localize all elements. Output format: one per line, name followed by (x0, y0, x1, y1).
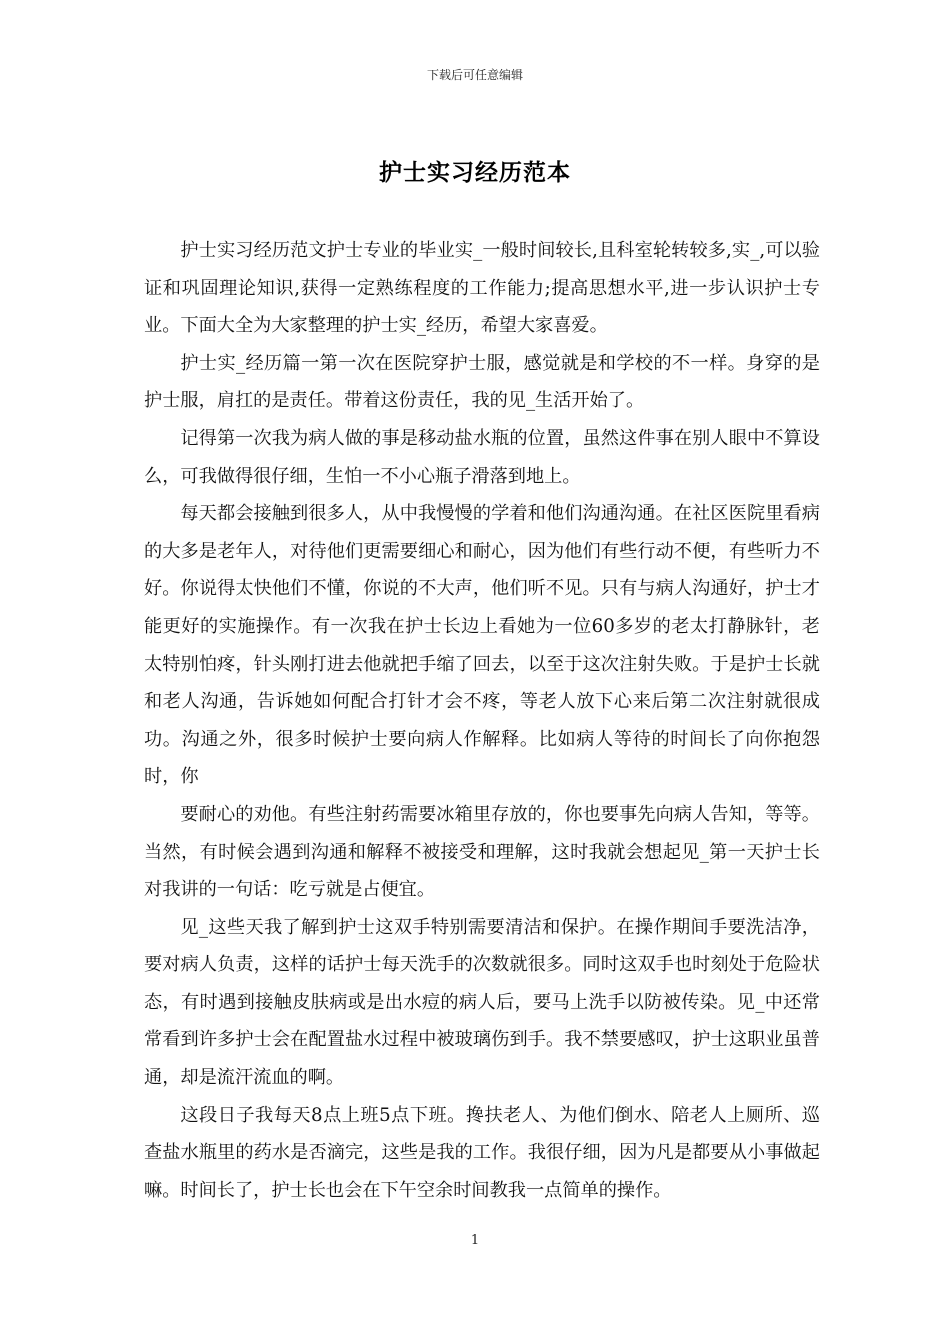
header-note: 下载后可任意编辑 (426, 68, 523, 82)
page-number: 1 (470, 1233, 480, 1248)
paragraph: 每天都会接触到很多人，从中我慢慢的学着和他们沟通沟通。在社区医院里看病的大多是老年人，对待他们更需要细心和耐心，因为他们有些行动不便，有些听力不好。你说得太快他们不懂，你说的不大声，他们听不见。只有与病人沟通好，护士才能更好的实施操作。有一次我在护士长边上看她为一位60多岁的老太打静脉针，老太特别怕疼，针头刚打进去他就把手缩了回去，以至于这次注射失败。于是护士长就和老人沟通，告诉她如何配合打针才会不疼，等老人放下心来后第二次注射就很成功。沟通之外，很多时候护士要向病人作解释。比如病人等待的时间长了向你抱怨时，你 (144, 503, 820, 788)
paragraph: 记得第一次我为病人做的事是移动盐水瓶的位置，虽然这件事在别人眼中不算设么，可我做得很仔细，生怕一不小心瓶子滑落到地上。 (144, 427, 820, 487)
document-title: 护士实习经历范本 (379, 160, 571, 186)
document-body (144, 232, 820, 1209)
paragraph: 要耐心的劝他。有些注射药需要冰箱里存放的，你也要事先向病人告知，等等。当然，有时候会遇到沟通和解释不被接受和理解，这时我就会想起见_第一天护士长对我讲的一句话：吃亏就是占便宜。 (144, 803, 820, 901)
paragraph: 护士实_经历篇一第一次在医院穿护士服，感觉就是和学校的不一样。身穿的是护士服，肩扛的是责任。带着这份责任，我的见_生活开始了。 (144, 352, 820, 412)
paragraph: 见_这些天我了解到护士这双手特别需要清洁和保护。在操作期间手要洗洁净，要对病人负责，这样的话护士每天洗手的次数就很多。同时这双手也时刻处于危险状态，有时遇到接触皮肤病或是出水痘的病人后，要马上洗手以防被传染。见_中还常常看到许多护士会在配置盐水过程中被玻璃伤到手。我不禁要感叹，护士这职业虽普通，却是流汗流血的啊。 (144, 916, 820, 1089)
paragraph: 护士实习经历范文护士专业的毕业实_一般时间较长,且科室轮转较多,实_,可以验证和巩固理论知识,获得一定熟练程度的工作能力;提高思想水平,进一步认识护士专业。下面大全为大家整理的护士实_经历，希望大家喜爱。 (144, 240, 820, 337)
paragraph: 这段日子我每天8点上班5点下班。搀扶老人、为他们倒水、陪老人上厕所、巡查盐水瓶里的药水是否滴完，这些是我的工作。我很仔细，因为凡是都要从小事做起嘛。时间长了，护士长也会在下午空余时间教我一点简单的操作。 (144, 1104, 820, 1201)
